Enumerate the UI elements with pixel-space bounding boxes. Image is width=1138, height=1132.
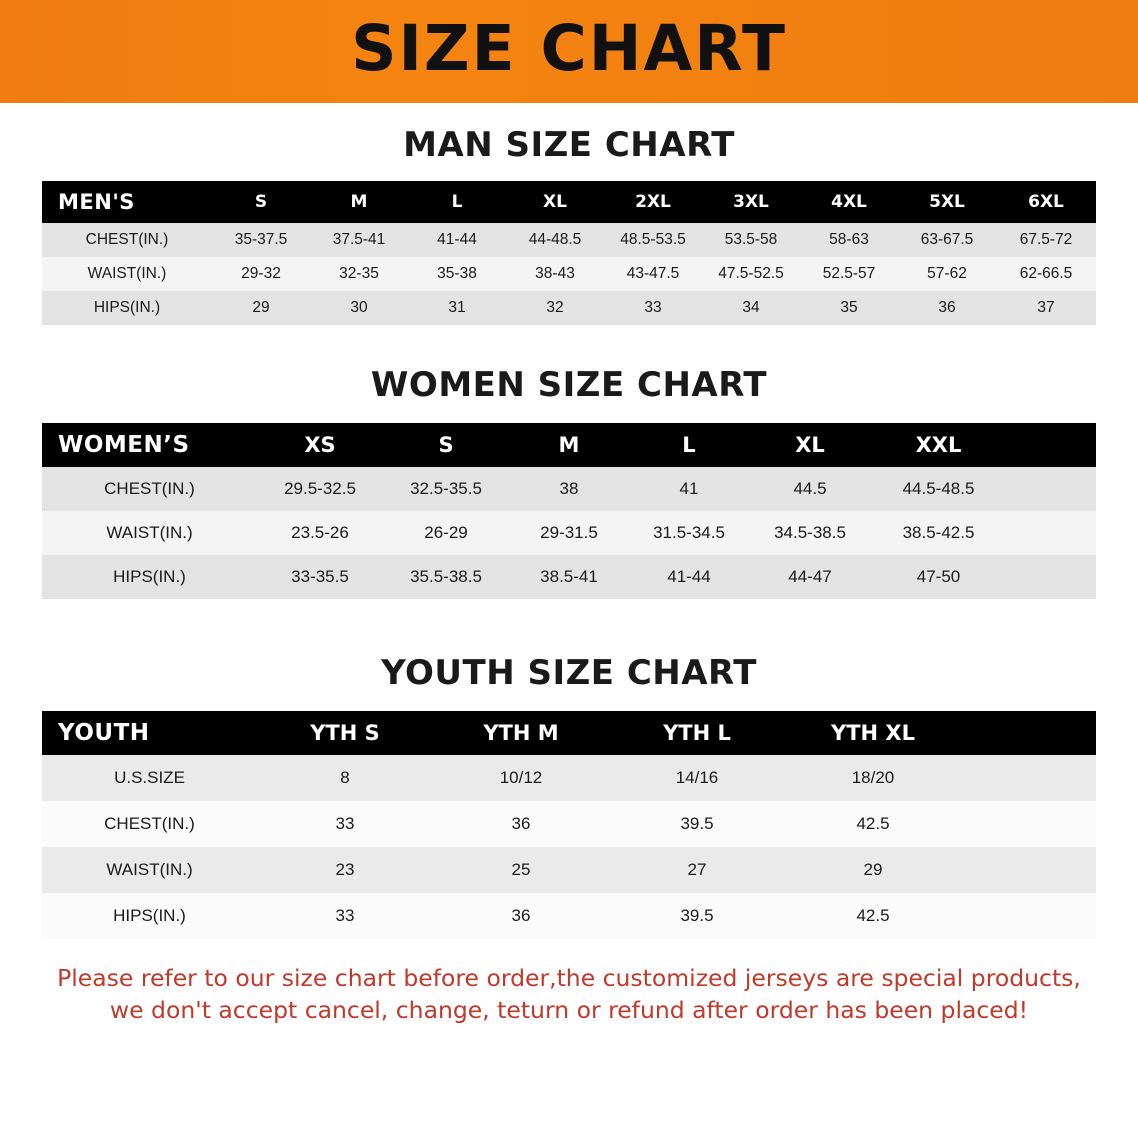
cell: 33: [257, 801, 433, 847]
cell: 29.5-32.5: [257, 467, 383, 511]
cell: 43-47.5: [604, 257, 702, 291]
cell: 36: [898, 291, 996, 325]
cell: 35-37.5: [212, 223, 310, 257]
cell: [961, 755, 1096, 801]
cell: 36: [433, 893, 609, 939]
cell: 26-29: [383, 511, 509, 555]
cell: 37.5-41: [310, 223, 408, 257]
table-row: [42, 893, 1096, 939]
cell: 53.5-58: [702, 223, 800, 257]
col-header-yth-xl: YTH XL: [785, 711, 961, 755]
cell: 44.5: [749, 467, 871, 511]
women-table-wrapper: [42, 423, 1096, 599]
table-row: [42, 847, 1096, 893]
col-header-6xl: 6XL: [996, 181, 1096, 223]
row-label-waist: WAIST(IN.): [42, 847, 257, 893]
col-header-2xl: 2XL: [604, 181, 702, 223]
col-header-s: S: [212, 181, 310, 223]
col-header-xxl: XXL: [871, 423, 1006, 467]
disclaimer-note: [40, 963, 1098, 1026]
row-label-us-size: U.S.SIZE: [42, 755, 257, 801]
cell: 44.5-48.5: [871, 467, 1006, 511]
cell: 31: [408, 291, 506, 325]
cell: 52.5-57: [800, 257, 898, 291]
cell: [1006, 511, 1096, 555]
row-label-hips: HIPS(IN.): [42, 555, 257, 599]
cell: 10/12: [433, 755, 609, 801]
cell: 25: [433, 847, 609, 893]
cell: [1006, 467, 1096, 511]
table-header-row: [42, 423, 1096, 467]
table-row: [42, 223, 1096, 257]
man-table-wrapper: [42, 181, 1096, 325]
table-row: [42, 511, 1096, 555]
cell: 38.5-41: [509, 555, 629, 599]
col-header-blank: [961, 711, 1096, 755]
table-header-row: [42, 181, 1096, 223]
col-header-yth-l: YTH L: [609, 711, 785, 755]
cell: [961, 893, 1096, 939]
cell: 39.5: [609, 893, 785, 939]
row-label-chest: CHEST(IN.): [42, 467, 257, 511]
cell: 29: [212, 291, 310, 325]
cell: 48.5-53.5: [604, 223, 702, 257]
youth-size-table: [42, 711, 1096, 939]
table-row: [42, 555, 1096, 599]
man-size-table: [42, 181, 1096, 325]
cell: 42.5: [785, 893, 961, 939]
cell: 38.5-42.5: [871, 511, 1006, 555]
cell: [961, 847, 1096, 893]
cell: 18/20: [785, 755, 961, 801]
cell: 36: [433, 801, 609, 847]
cell: 23.5-26: [257, 511, 383, 555]
table-row: [42, 467, 1096, 511]
cell: 38: [509, 467, 629, 511]
cell: [961, 801, 1096, 847]
women-size-table: [42, 423, 1096, 599]
col-header-xl: XL: [749, 423, 871, 467]
row-label-waist: WAIST(IN.): [42, 511, 257, 555]
col-header-womens: WOMEN’S: [42, 423, 257, 467]
cell: 35: [800, 291, 898, 325]
cell: 38-43: [506, 257, 604, 291]
row-label-hips: HIPS(IN.): [42, 893, 257, 939]
cell: 32: [506, 291, 604, 325]
cell: 33: [257, 893, 433, 939]
cell: 57-62: [898, 257, 996, 291]
cell: 67.5-72: [996, 223, 1096, 257]
col-header-mens: MEN'S: [42, 181, 212, 223]
col-header-youth: YOUTH: [42, 711, 257, 755]
cell: 29: [785, 847, 961, 893]
cell: 39.5: [609, 801, 785, 847]
table-row: [42, 801, 1096, 847]
col-header-l: L: [629, 423, 749, 467]
col-header-m: M: [310, 181, 408, 223]
col-header-blank: [1006, 423, 1096, 467]
cell: 33: [604, 291, 702, 325]
cell: 27: [609, 847, 785, 893]
cell: 37: [996, 291, 1096, 325]
col-header-xl: XL: [506, 181, 604, 223]
cell: 32-35: [310, 257, 408, 291]
row-label-hips: HIPS(IN.): [42, 291, 212, 325]
cell: 29-31.5: [509, 511, 629, 555]
page-title: SIZE CHART: [351, 12, 787, 85]
cell: 47.5-52.5: [702, 257, 800, 291]
cell: 31.5-34.5: [629, 511, 749, 555]
table-row: [42, 755, 1096, 801]
cell: 14/16: [609, 755, 785, 801]
cell: 42.5: [785, 801, 961, 847]
col-header-yth-s: YTH S: [257, 711, 433, 755]
cell: 41: [629, 467, 749, 511]
row-label-chest: CHEST(IN.): [42, 223, 212, 257]
cell: 35.5-38.5: [383, 555, 509, 599]
col-header-yth-m: YTH M: [433, 711, 609, 755]
cell: 47-50: [871, 555, 1006, 599]
col-header-5xl: 5XL: [898, 181, 996, 223]
col-header-m: M: [509, 423, 629, 467]
cell: 32.5-35.5: [383, 467, 509, 511]
cell: 23: [257, 847, 433, 893]
header-banner: [0, 0, 1138, 103]
women-section-title: WOMEN SIZE CHART: [370, 365, 768, 405]
cell: 30: [310, 291, 408, 325]
cell: [1006, 555, 1096, 599]
cell: 44-47: [749, 555, 871, 599]
cell: 35-38: [408, 257, 506, 291]
youth-table-wrapper: [42, 711, 1096, 939]
cell: 62-66.5: [996, 257, 1096, 291]
col-header-xs: XS: [257, 423, 383, 467]
col-header-4xl: 4XL: [800, 181, 898, 223]
table-row: [42, 257, 1096, 291]
disclaimer-line-2: we don't accept cancel, change, teturn or refund after order has been placed!: [109, 995, 1029, 1024]
col-header-s: S: [383, 423, 509, 467]
row-label-waist: WAIST(IN.): [42, 257, 212, 291]
col-header-3xl: 3XL: [702, 181, 800, 223]
youth-section-title: YOUTH SIZE CHART: [381, 653, 757, 693]
table-row: [42, 291, 1096, 325]
cell: 63-67.5: [898, 223, 996, 257]
cell: 41-44: [408, 223, 506, 257]
cell: 41-44: [629, 555, 749, 599]
cell: 34: [702, 291, 800, 325]
cell: 29-32: [212, 257, 310, 291]
cell: 58-63: [800, 223, 898, 257]
cell: 34.5-38.5: [749, 511, 871, 555]
table-header-row: [42, 711, 1096, 755]
man-section-title: MAN SIZE CHART: [403, 125, 735, 165]
cell: 44-48.5: [506, 223, 604, 257]
col-header-l: L: [408, 181, 506, 223]
row-label-chest: CHEST(IN.): [42, 801, 257, 847]
disclaimer-line-1: Please refer to our size chart before order,the customized jerseys are special products,: [57, 964, 1081, 992]
cell: 33-35.5: [257, 555, 383, 599]
cell: 8: [257, 755, 433, 801]
